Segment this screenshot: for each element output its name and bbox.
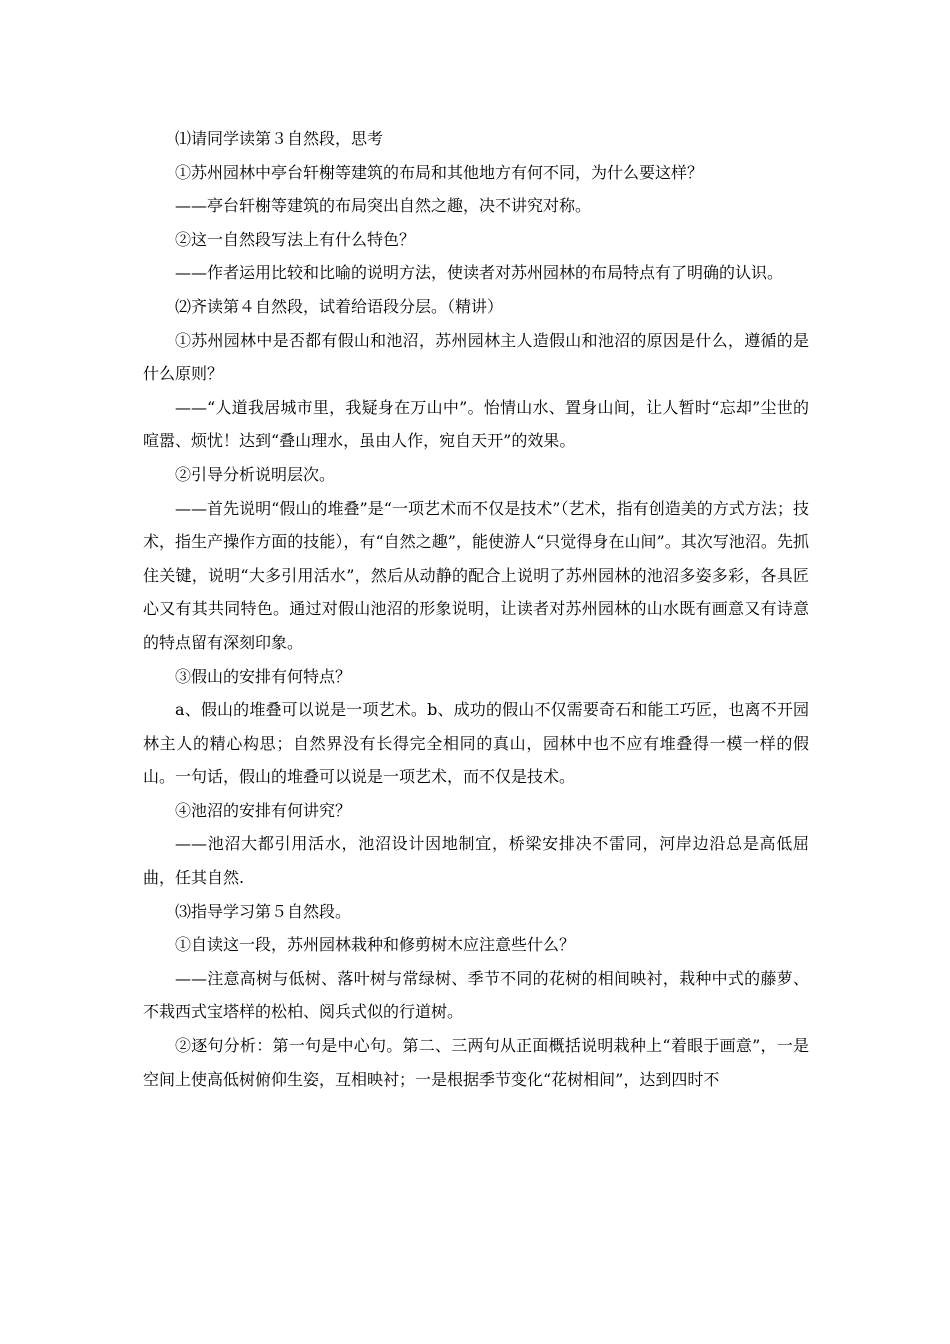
paragraph-question: ①苏州园林中亭台轩榭等建筑的布局和其他地方有何不同，为什么要这样？	[175, 162, 704, 182]
paragraph-question: ①苏州园林中是否都有假山和池沼，苏州园林主人造假山和池沼的原因是什么，遵循的是什么原则？	[143, 330, 809, 384]
paragraph-answer: ——注意高树与低树、落叶树与常绿树、季节不同的花树的相间映衬，栽种中式的藤萝、不栽西式宝塔样的松柏、阅兵式似的行道树。	[143, 968, 809, 1022]
paragraph-question: ②这一自然段写法上有什么特色？	[175, 229, 416, 249]
paragraph-question: ④池沼的安排有何讲究？	[175, 800, 352, 820]
paragraph-analysis: ②逐句分析：第一句是中心句。第二、三两句从正面概括说明栽种上“着眼于画意”，一是空间上使高低树俯仰生姿，互相映衬；一是根据季节变化“花树相间”，达到四时不	[143, 1036, 809, 1089]
paragraph-q3-heading: ⑶指导学习第５自然段。	[175, 901, 352, 921]
document-body	[143, 122, 809, 1096]
paragraph-answer: ——作者运用比较和比喻的说明方法，使读者对苏州园林的布局特点有了明确的认识。	[175, 263, 784, 283]
paragraph-q1-heading: ⑴请同学读第３自然段，思考	[175, 129, 384, 148]
paragraph-question: ③假山的安排有何特点？	[175, 666, 352, 686]
paragraph-answer: ——亭台轩榭等建筑的布局突出自然之趣，决不讲究对称。	[175, 196, 592, 216]
paragraph-answer: ——池沼大都引用活水，池沼设计因地制宜，桥梁安排决不雷同，河岸边沿总是高低屈曲，任其自然.	[143, 834, 809, 888]
paragraph-question: ②引导分析说明层次。	[175, 464, 336, 484]
paragraph-answer: ——首先说明“假山的堆叠”是“一项艺术而不仅是技术”（艺术，指有创造美的方式方法；技术，指生产操作方面的技能），有“自然之趣”，能使游人“只觉得身在山间”。其次写池沼。先抓住关键，说明“大多引用活水”，然后从动静的配合上说明了苏州园林的池沼多姿多彩，各具匠心又有其共同特色。通过对假山池沼的形象说明，让读者对苏州园林的山水既有画意又有诗意的特点留有深刻印象。	[143, 498, 809, 652]
paragraph-answer: ——“人道我居城市里，我疑身在万山中”。怡情山水、置身山间，让人暂时“忘却”尘世的喧嚣、烦忧！达到“叠山理水，虽由人作，宛自天开”的效果。	[143, 397, 809, 451]
paragraph-question: ①自读这一段，苏州园林栽种和修剪树木应注意些什么？	[175, 935, 576, 955]
paragraph-answer: a、假山的堆叠可以说是一项艺术。b、成功的假山不仅需要奇石和能工巧匠，也离不开园林主人的精心构思；自然界没有长得完全相同的真山，园林中也不应有堆叠得一模一样的假山。一句话，假山的堆叠可以说是一项艺术，而不仅是技术。	[143, 700, 809, 787]
paragraph-q2-heading: ⑵齐读第４自然段，试着给语段分层。（精讲）	[175, 296, 504, 316]
